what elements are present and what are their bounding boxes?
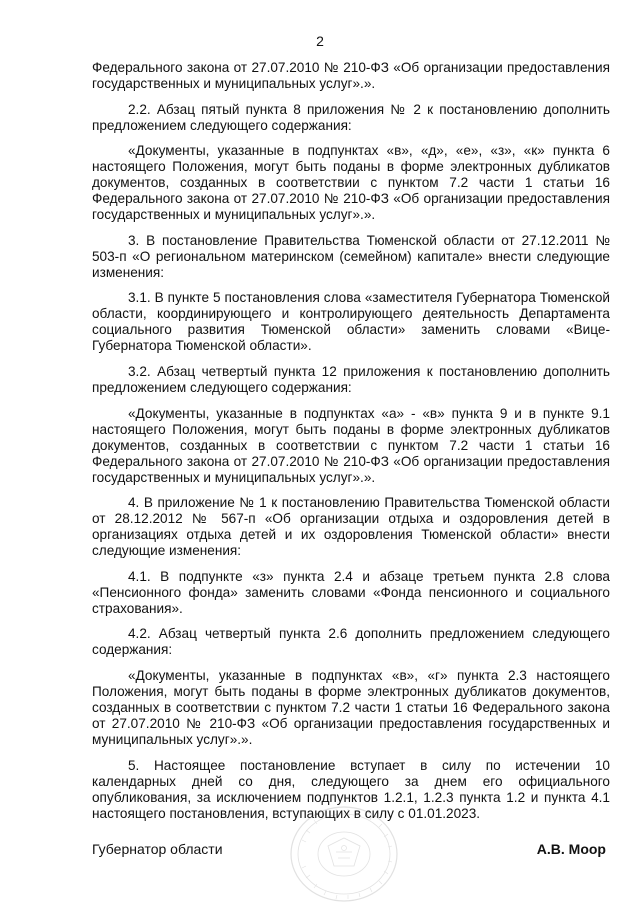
paragraph-4-1: 4.1. В подпункте «з» пункта 2.4 и абзаце третьем пункта 2.8 слова «Пенсионного фонда» заменить словами «Фонда пенсионного и социального страхования». bbox=[92, 568, 610, 616]
paragraph-continuation: Федерального закона от 27.07.2010 № 210-ФЗ «Об организации предоставления государственных и муниципальных услуг».». bbox=[92, 60, 610, 91]
official-seal bbox=[288, 804, 400, 904]
paragraph-5: 5. Настоящее постановление вступает в силу по истечении 10 календарных дней со дня, следующего за днем его официального опубликования, за исключением подпунктов 1.2.1, 1.2.3 пункта 1.2 и пункта 4.1 настоящего постановления, вступающих в силу с 01.01.2023. bbox=[92, 757, 610, 821]
paragraph-4-2: 4.2. Абзац четвертый пункта 2.6 дополнить предложением следующего содержания: bbox=[92, 626, 610, 658]
paragraph-3-2-quote: «Документы, указанные в подпунктах «а» - «в» пункта 9 и в пункте 9.1 настоящего Положения, могут быть поданы в форме электронных дубликатов документов, созданных в соответствии с пунктом 7.2 части 1 статьи 16 Федерального закона от 27.07.2010 № 210-ФЗ «Об организации предоставления государственных и муниципальных услуг».». bbox=[92, 405, 610, 485]
document-body bbox=[92, 60, 610, 831]
signatory-position: Губернатор области bbox=[92, 841, 223, 857]
signatory-name: А.В. Моор bbox=[536, 841, 606, 857]
paragraph-3-2: 3.2. Абзац четвертый пункта 12 приложения к постановлению дополнить предложением следующего содержания: bbox=[92, 363, 610, 395]
page-number: 2 bbox=[316, 33, 324, 49]
paragraph-3-1: 3.1. В пункте 5 постановления слова «заместителя Губернатора Тюменской области, координирующего и контролирующего деятельность Департамента социального развития Тюменской области» заменить словами «Вице-Губернатора Тюменской области». bbox=[92, 290, 610, 354]
paragraph-4-2-quote: «Документы, указанные в подпунктах «в», «г» пункта 2.3 настоящего Положения, могут быть поданы в форме электронных дубликатов документов, созданных в соответствии с пунктом 7.2 части 1 статьи 16 Федерального закона от 27.07.2010 № 210-ФЗ «Об организации предоставления государственных и муниципальных услуг».». bbox=[92, 667, 610, 747]
paragraph-2-2-quote: «Документы, указанные в подпунктах «в», «д», «е», «з», «к» пункта 6 настоящего Положения, могут быть поданы в форме электронных дубликатов документов, созданных в соответствии с пунктом 7.2 части 1 статьи 16 Федерального закона от 27.07.2010 № 210-ФЗ «Об организации предоставления государственных и муниципальных услуг».». bbox=[92, 143, 610, 223]
paragraph-2-2: 2.2. Абзац пятый пункта 8 приложения № 2 к постановлению дополнить предложением следующего содержания: bbox=[92, 101, 610, 133]
paragraph-3: 3. В постановление Правительства Тюменской области от 27.12.2011 № 503-п «О региональном материнском (семейном) капитале» внести следующие изменения: bbox=[92, 232, 610, 280]
paragraph-4: 4. В приложение № 1 к постановлению Правительства Тюменской области от 28.12.2012 № 567-п «Об организации отдыха и оздоровления детей в организациях отдыха детей и их оздоровления Тюменской области» внести следующие изменения: bbox=[92, 495, 610, 559]
